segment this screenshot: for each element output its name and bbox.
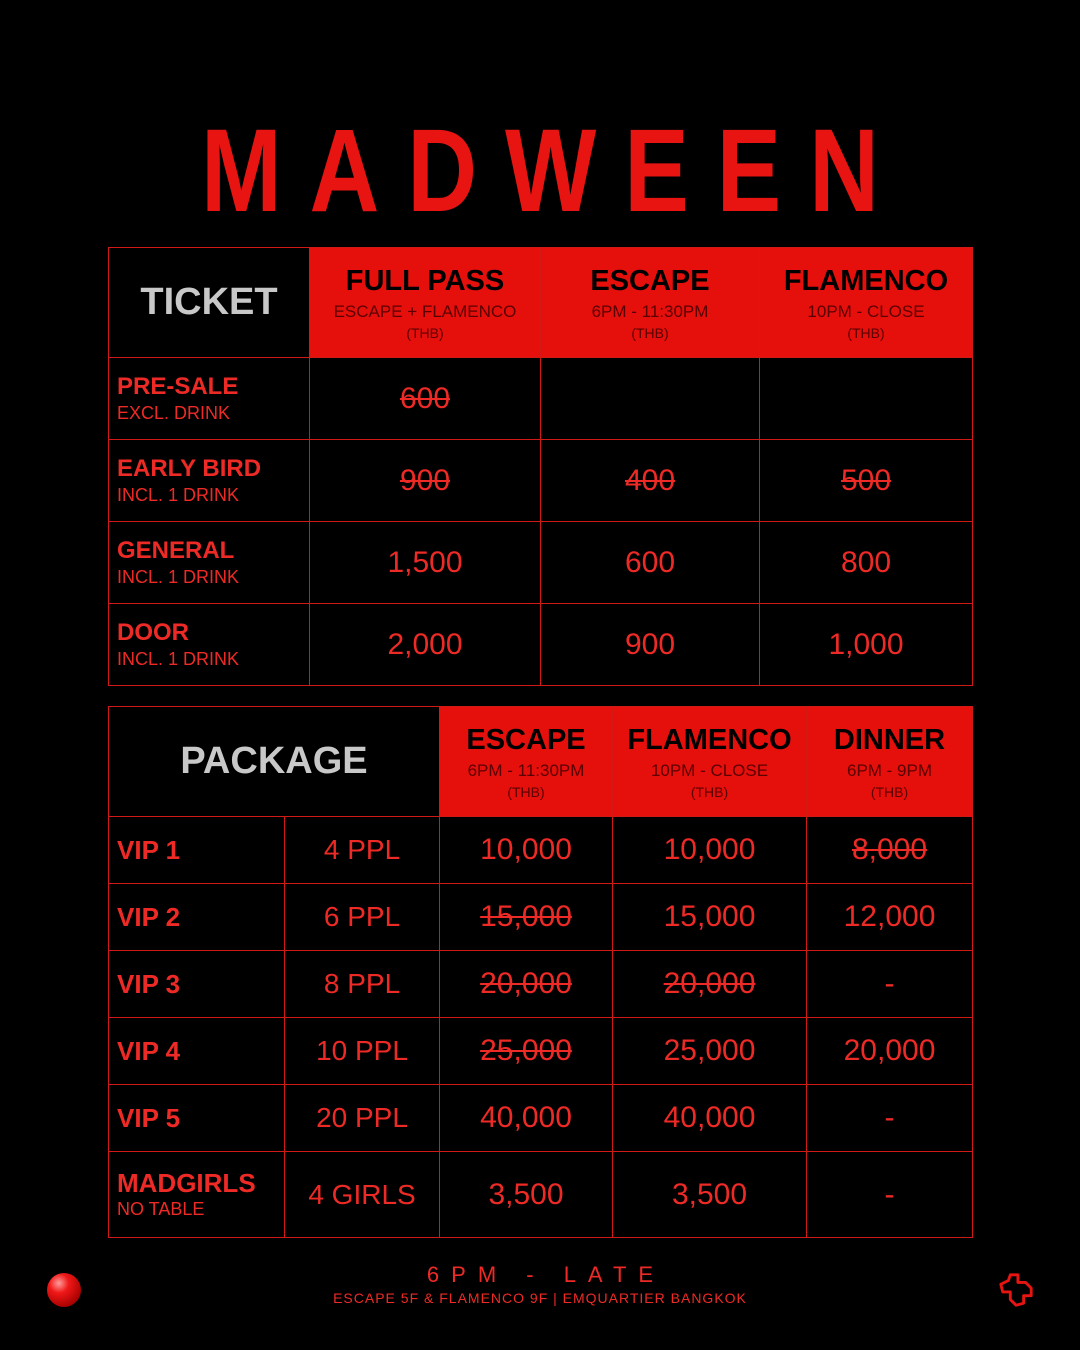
- col-unit: (THB): [631, 324, 669, 341]
- package-row: [109, 817, 973, 884]
- price-cell: [541, 604, 760, 686]
- row-title: PRE-SALE: [117, 372, 239, 400]
- package-row: [109, 951, 973, 1018]
- price-value: 12,000: [843, 900, 936, 933]
- price-cell: [541, 522, 760, 604]
- col-unit: (THB): [690, 783, 729, 800]
- group-size-cell: 4 PPL: [285, 817, 440, 884]
- event-location: ESCAPE 5F & FLAMENCO 9F | EMQUARTIER BANGKOK: [333, 1290, 747, 1306]
- price-cell: [760, 440, 973, 522]
- row-title: VIP 5: [117, 1103, 181, 1133]
- ticket-row-label: [109, 604, 310, 686]
- col-sub: 6PM - 11:30PM: [591, 301, 709, 321]
- price-cell: [310, 522, 541, 604]
- price-value: 40,000: [663, 1101, 756, 1134]
- price-value: 15,000: [663, 900, 756, 933]
- price-cell: [440, 1018, 613, 1085]
- price-value: 10,000: [663, 833, 756, 866]
- price-value: 600: [399, 381, 451, 415]
- package-row-label: [109, 817, 285, 884]
- price-value: 8,000: [851, 833, 928, 866]
- price-cell: [807, 817, 973, 884]
- package-row: [109, 1018, 973, 1085]
- col-sub: 6PM - 9PM: [847, 760, 933, 780]
- row-title: VIP 1: [117, 835, 181, 865]
- price-value: -: [884, 1101, 895, 1134]
- package-header-row: [109, 707, 973, 817]
- price-value: 20,000: [480, 967, 572, 1000]
- package-col-header: [440, 707, 613, 817]
- col-unit: (THB): [847, 324, 885, 341]
- col-unit: (THB): [870, 783, 909, 800]
- price-cell: [310, 440, 541, 522]
- col-name: FLAMENCO: [783, 264, 949, 297]
- price-value: -: [884, 1177, 895, 1211]
- price-value: -: [884, 967, 895, 1000]
- price-cell: [440, 817, 613, 884]
- ticket-row-label: [109, 522, 310, 604]
- price-cell: [613, 817, 807, 884]
- row-subtitle: INCL. 1 DRINK: [117, 566, 240, 587]
- col-name: FULL PASS: [345, 264, 505, 297]
- price-value: 900: [624, 627, 676, 661]
- price-value: 3,500: [488, 1177, 564, 1211]
- group-size-cell: 20 PPL: [285, 1085, 440, 1152]
- ticket-header-label: TICKET: [109, 248, 310, 358]
- package-table: [108, 706, 973, 1238]
- col-name: DINNER: [833, 723, 946, 756]
- group-size-cell: 8 PPL: [285, 951, 440, 1018]
- price-cell: [807, 884, 973, 951]
- row-subtitle: INCL. 1 DRINK: [117, 648, 240, 669]
- col-unit: (THB): [507, 783, 545, 800]
- price-value: 15,000: [480, 900, 572, 933]
- price-cell: [440, 1085, 613, 1152]
- price-value: 2,000: [387, 627, 463, 661]
- group-size-cell: 6 PPL: [285, 884, 440, 951]
- ticket-col-header: [760, 248, 973, 358]
- package-col-header: [807, 707, 973, 817]
- price-value: 900: [399, 463, 451, 497]
- package-row: [109, 1085, 973, 1152]
- price-cell: [440, 951, 613, 1018]
- row-title: DOOR: [117, 618, 189, 646]
- ticket-col-header: [541, 248, 760, 358]
- row-title: VIP 2: [117, 902, 181, 932]
- price-value: 500: [840, 463, 892, 497]
- ticket-row-label: [109, 358, 310, 440]
- package-row-label: [109, 1018, 285, 1085]
- price-value: 800: [840, 545, 892, 579]
- price-value: 25,000: [663, 1034, 756, 1067]
- package-header-label: PACKAGE: [109, 707, 440, 817]
- row-subtitle: INCL. 1 DRINK: [117, 484, 240, 505]
- event-title: MADWEEN: [201, 105, 907, 237]
- price-value: 20,000: [843, 1034, 936, 1067]
- price-value: 1,500: [387, 545, 463, 579]
- price-cell: [613, 1152, 807, 1238]
- row-subtitle: EXCL. DRINK: [117, 402, 231, 423]
- price-value: 20,000: [663, 967, 756, 1000]
- price-cell: [760, 358, 973, 440]
- price-cell: [310, 358, 541, 440]
- price-value: 25,000: [480, 1034, 572, 1067]
- package-col-header: [613, 707, 807, 817]
- package-row-label: [109, 951, 285, 1018]
- price-value: 400: [624, 463, 676, 497]
- price-cell: [541, 440, 760, 522]
- row-subtitle: NO TABLE: [117, 1198, 205, 1219]
- price-cell: [760, 522, 973, 604]
- price-cell: [613, 1085, 807, 1152]
- ticket-col-header: [310, 248, 541, 358]
- col-sub: 6PM - 11:30PM: [467, 760, 585, 780]
- price-cell: [613, 884, 807, 951]
- ticket-header-row: [109, 248, 973, 358]
- row-title: VIP 4: [117, 1036, 181, 1066]
- ticket-row: [109, 358, 973, 440]
- price-cell: [440, 884, 613, 951]
- row-title: GENERAL: [117, 536, 235, 564]
- col-sub: 10PM - CLOSE: [807, 301, 925, 321]
- ticket-row: [109, 440, 973, 522]
- col-unit: (THB): [406, 324, 444, 341]
- price-cell: [807, 1018, 973, 1085]
- col-sub: ESCAPE + FLAMENCO: [333, 301, 517, 321]
- col-name: ESCAPE: [590, 264, 710, 297]
- package-row: [109, 884, 973, 951]
- price-value: 10,000: [480, 833, 572, 866]
- col-name: ESCAPE: [466, 723, 586, 756]
- ticket-row: [109, 522, 973, 604]
- row-title: MADGIRLS: [117, 1167, 256, 1198]
- ticket-row: [109, 604, 973, 686]
- ticket-row-label: [109, 440, 310, 522]
- price-value: 1,000: [828, 627, 904, 661]
- price-cell: [760, 604, 973, 686]
- row-title: VIP 3: [117, 969, 181, 999]
- package-row: [109, 1152, 973, 1238]
- price-value: 3,500: [671, 1177, 748, 1211]
- group-size-cell: 4 GIRLS: [285, 1152, 440, 1238]
- price-value: 600: [624, 545, 676, 579]
- price-cell: [807, 1085, 973, 1152]
- price-cell: [807, 951, 973, 1018]
- price-cell: [807, 1152, 973, 1238]
- package-row-label: [109, 1152, 285, 1238]
- col-name: FLAMENCO: [627, 723, 792, 756]
- event-time: 6PM - LATE: [426, 1262, 666, 1287]
- price-cell: [541, 358, 760, 440]
- group-size-cell: 10 PPL: [285, 1018, 440, 1085]
- row-title: EARLY BIRD: [117, 454, 262, 482]
- package-row-label: [109, 884, 285, 951]
- col-sub: 10PM - CLOSE: [650, 760, 769, 780]
- price-cell: [310, 604, 541, 686]
- price-cell: [440, 1152, 613, 1238]
- package-row-label: [109, 1085, 285, 1152]
- ticket-table: [108, 247, 973, 686]
- price-cell: [613, 1018, 807, 1085]
- price-cell: [613, 951, 807, 1018]
- price-value: 40,000: [480, 1101, 572, 1134]
